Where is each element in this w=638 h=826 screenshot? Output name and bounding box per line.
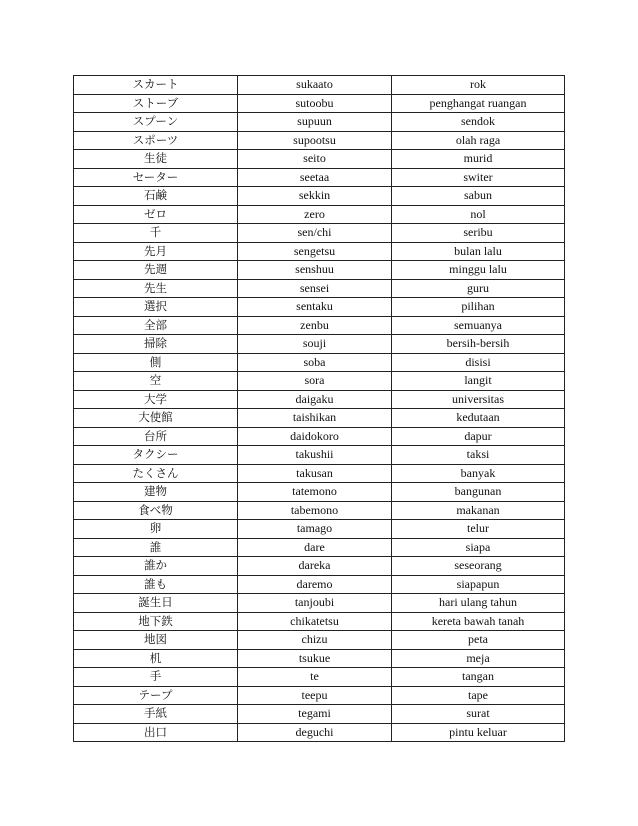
romaji-cell: daremo — [238, 575, 392, 594]
japanese-word-cell: 空 — [74, 372, 238, 391]
indonesian-meaning-cell: rok — [392, 76, 565, 95]
indonesian-meaning-cell: pintu keluar — [392, 723, 565, 742]
indonesian-meaning-cell: banyak — [392, 464, 565, 483]
romaji-cell: takushii — [238, 446, 392, 465]
japanese-word-cell: 誰も — [74, 575, 238, 594]
table-row — [74, 335, 565, 354]
indonesian-meaning-cell: switer — [392, 168, 565, 187]
table-row — [74, 446, 565, 465]
table-row — [74, 279, 565, 298]
romaji-cell: chizu — [238, 631, 392, 650]
table-row — [74, 242, 565, 261]
japanese-word-cell: 誰か — [74, 557, 238, 576]
indonesian-meaning-cell: murid — [392, 150, 565, 169]
indonesian-meaning-cell: bersih-bersih — [392, 335, 565, 354]
japanese-word-cell: 千 — [74, 224, 238, 243]
table-row — [74, 372, 565, 391]
table-row — [74, 686, 565, 705]
romaji-cell: chikatetsu — [238, 612, 392, 631]
indonesian-meaning-cell: siapapun — [392, 575, 565, 594]
table-row — [74, 538, 565, 557]
japanese-word-cell: スポーツ — [74, 131, 238, 150]
romaji-cell: soba — [238, 353, 392, 372]
indonesian-meaning-cell: minggu lalu — [392, 261, 565, 280]
table-row — [74, 187, 565, 206]
table-row — [74, 501, 565, 520]
romaji-cell: tabemono — [238, 501, 392, 520]
japanese-word-cell: スプーン — [74, 113, 238, 132]
table-row — [74, 316, 565, 335]
japanese-word-cell: 選択 — [74, 298, 238, 317]
romaji-cell: taishikan — [238, 409, 392, 428]
indonesian-meaning-cell: bulan lalu — [392, 242, 565, 261]
romaji-cell: te — [238, 668, 392, 687]
japanese-word-cell: 机 — [74, 649, 238, 668]
romaji-cell: senshuu — [238, 261, 392, 280]
japanese-word-cell: 台所 — [74, 427, 238, 446]
table-row — [74, 298, 565, 317]
indonesian-meaning-cell: seribu — [392, 224, 565, 243]
japanese-word-cell: 誰 — [74, 538, 238, 557]
indonesian-meaning-cell: guru — [392, 279, 565, 298]
japanese-word-cell: 地下鉄 — [74, 612, 238, 631]
indonesian-meaning-cell: kereta bawah tanah — [392, 612, 565, 631]
romaji-cell: supootsu — [238, 131, 392, 150]
table-row — [74, 261, 565, 280]
indonesian-meaning-cell: dapur — [392, 427, 565, 446]
japanese-word-cell: 側 — [74, 353, 238, 372]
romaji-cell: sutoobu — [238, 94, 392, 113]
indonesian-meaning-cell: siapa — [392, 538, 565, 557]
indonesian-meaning-cell: disisi — [392, 353, 565, 372]
table-row — [74, 723, 565, 742]
table-row — [74, 464, 565, 483]
japanese-word-cell: 大学 — [74, 390, 238, 409]
romaji-cell: sengetsu — [238, 242, 392, 261]
table-row — [74, 168, 565, 187]
table-row — [74, 94, 565, 113]
japanese-word-cell: タクシー — [74, 446, 238, 465]
japanese-word-cell: スカート — [74, 76, 238, 95]
indonesian-meaning-cell: sendok — [392, 113, 565, 132]
indonesian-meaning-cell: makanan — [392, 501, 565, 520]
table-row — [74, 668, 565, 687]
romaji-cell: teepu — [238, 686, 392, 705]
table-row — [74, 631, 565, 650]
indonesian-meaning-cell: universitas — [392, 390, 565, 409]
romaji-cell: tanjoubi — [238, 594, 392, 613]
indonesian-meaning-cell: nol — [392, 205, 565, 224]
romaji-cell: dareka — [238, 557, 392, 576]
indonesian-meaning-cell: sabun — [392, 187, 565, 206]
japanese-word-cell: 大使館 — [74, 409, 238, 428]
vocabulary-table — [73, 75, 565, 742]
romaji-cell: tsukue — [238, 649, 392, 668]
table-row — [74, 557, 565, 576]
indonesian-meaning-cell: penghangat ruangan — [392, 94, 565, 113]
japanese-word-cell: 掃除 — [74, 335, 238, 354]
romaji-cell: tegami — [238, 705, 392, 724]
japanese-word-cell: 建物 — [74, 483, 238, 502]
indonesian-meaning-cell: semuanya — [392, 316, 565, 335]
japanese-word-cell: 全部 — [74, 316, 238, 335]
indonesian-meaning-cell: hari ulang tahun — [392, 594, 565, 613]
japanese-word-cell: 先週 — [74, 261, 238, 280]
romaji-cell: zenbu — [238, 316, 392, 335]
romaji-cell: sora — [238, 372, 392, 391]
indonesian-meaning-cell: surat — [392, 705, 565, 724]
romaji-cell: takusan — [238, 464, 392, 483]
indonesian-meaning-cell: kedutaan — [392, 409, 565, 428]
japanese-word-cell: 食べ物 — [74, 501, 238, 520]
japanese-word-cell: 先生 — [74, 279, 238, 298]
table-row — [74, 409, 565, 428]
romaji-cell: sekkin — [238, 187, 392, 206]
japanese-word-cell: 手紙 — [74, 705, 238, 724]
indonesian-meaning-cell: tangan — [392, 668, 565, 687]
indonesian-meaning-cell: taksi — [392, 446, 565, 465]
table-row — [74, 520, 565, 539]
romaji-cell: sen/chi — [238, 224, 392, 243]
indonesian-meaning-cell: meja — [392, 649, 565, 668]
indonesian-meaning-cell: langit — [392, 372, 565, 391]
romaji-cell: sukaato — [238, 76, 392, 95]
romaji-cell: daigaku — [238, 390, 392, 409]
romaji-cell: seito — [238, 150, 392, 169]
japanese-word-cell: ストーブ — [74, 94, 238, 113]
indonesian-meaning-cell: seseorang — [392, 557, 565, 576]
table-row — [74, 612, 565, 631]
japanese-word-cell: セーター — [74, 168, 238, 187]
table-row — [74, 649, 565, 668]
table-row — [74, 705, 565, 724]
japanese-word-cell: 石鹸 — [74, 187, 238, 206]
table-row — [74, 224, 565, 243]
japanese-word-cell: たくさん — [74, 464, 238, 483]
romaji-cell: tatemono — [238, 483, 392, 502]
table-row — [74, 390, 565, 409]
romaji-cell: deguchi — [238, 723, 392, 742]
romaji-cell: zero — [238, 205, 392, 224]
table-row — [74, 131, 565, 150]
japanese-word-cell: 誕生日 — [74, 594, 238, 613]
table-row — [74, 483, 565, 502]
romaji-cell: sensei — [238, 279, 392, 298]
romaji-cell: seetaa — [238, 168, 392, 187]
japanese-word-cell: ゼロ — [74, 205, 238, 224]
romaji-cell: dare — [238, 538, 392, 557]
indonesian-meaning-cell: tape — [392, 686, 565, 705]
table-row — [74, 353, 565, 372]
table-row — [74, 205, 565, 224]
table-row — [74, 575, 565, 594]
indonesian-meaning-cell: telur — [392, 520, 565, 539]
table-row — [74, 150, 565, 169]
japanese-word-cell: テープ — [74, 686, 238, 705]
japanese-word-cell: 先月 — [74, 242, 238, 261]
japanese-word-cell: 生徒 — [74, 150, 238, 169]
table-row — [74, 594, 565, 613]
japanese-word-cell: 出口 — [74, 723, 238, 742]
indonesian-meaning-cell: pilihan — [392, 298, 565, 317]
indonesian-meaning-cell: peta — [392, 631, 565, 650]
table-row — [74, 76, 565, 95]
table-row — [74, 427, 565, 446]
romaji-cell: tamago — [238, 520, 392, 539]
romaji-cell: daidokoro — [238, 427, 392, 446]
japanese-word-cell: 手 — [74, 668, 238, 687]
romaji-cell: souji — [238, 335, 392, 354]
romaji-cell: supuun — [238, 113, 392, 132]
indonesian-meaning-cell: bangunan — [392, 483, 565, 502]
romaji-cell: sentaku — [238, 298, 392, 317]
table-row — [74, 113, 565, 132]
indonesian-meaning-cell: olah raga — [392, 131, 565, 150]
japanese-word-cell: 地図 — [74, 631, 238, 650]
vocabulary-table-body — [74, 76, 565, 742]
japanese-word-cell: 卵 — [74, 520, 238, 539]
